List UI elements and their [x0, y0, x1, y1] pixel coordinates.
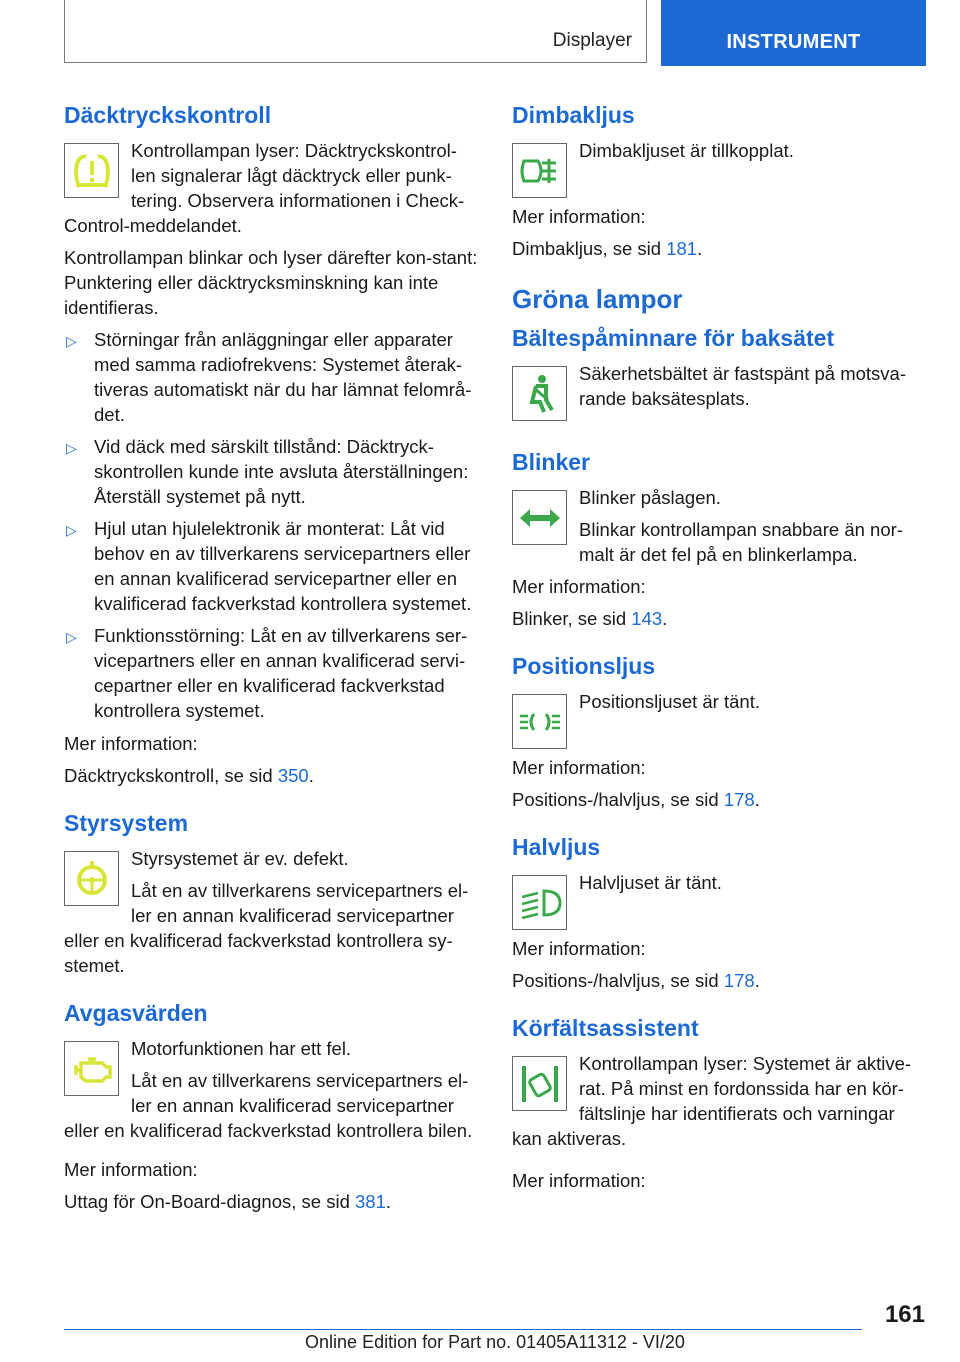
reference: Däcktryckskontroll, se sid 350.	[64, 765, 314, 786]
steering-text-1: Styrsystemet är ev. defekt.	[131, 848, 349, 869]
lowbeam-text-1: Halvljuset är tänt.	[579, 872, 722, 893]
header-section: Displayer	[552, 30, 632, 51]
lane-text-1: Kontrollampan lyser: Systemet är aktive-rat. På minst en fordonssida har en kör-fältslinje har identifierats och varningar kan aktiveras.	[512, 1053, 912, 1149]
header-tab[interactable]: INSTRUMENT	[661, 0, 926, 66]
triangle-bullet-icon: ▷	[66, 629, 77, 645]
footer-divider	[64, 1329, 862, 1330]
more-info-label: Mer information:	[512, 938, 646, 959]
section-lane-assist	[512, 1013, 922, 1193]
triangle-bullet-icon: ▷	[66, 440, 77, 456]
list-item: ▷ Funktionsstörning: Låt en av tillverkarens ser-vicepartners eller en annan kvalificerad servi-cepartner eller en kvalificerad fackverkstad kontrollera systemet.	[66, 625, 468, 721]
left-column	[64, 100, 479, 1234]
reference: Positions-/halvljus, se sid 178.	[512, 970, 760, 991]
more-info-label: Mer information:	[64, 1159, 198, 1180]
section-fog-light	[512, 100, 922, 261]
list-item: ▷ Hjul utan hjulelektronik är monterat: Låt vid behov en av tillverkarens servicepartners eller en annan kvalificerad servicepartner eller en kvalificerad fackverkstad kontrollera systemet.	[66, 518, 472, 614]
tire-pressure-warning-icon	[64, 143, 119, 198]
belt-text-1: Säkerhetsbältet är fastspänt på motsva-rande baksätesplats.	[579, 363, 907, 409]
more-info-label: Mer information:	[512, 757, 646, 778]
page-number: 161	[884, 1301, 925, 1328]
section-title: Styrsystem	[64, 810, 189, 836]
section-title: Däcktryckskontroll	[64, 102, 272, 128]
reference: Dimbakljus, se sid 181.	[512, 238, 703, 259]
page-link[interactable]: 178	[723, 970, 755, 991]
header-box	[64, 0, 647, 63]
footer-edition: Online Edition for Part no. 01405A11312 - VI/20	[305, 1332, 685, 1352]
reference: Positions-/halvljus, se sid 178.	[512, 789, 760, 810]
section-title: Körfältsassistent	[512, 1015, 699, 1041]
section-title: Halvljus	[512, 834, 601, 860]
section-steering	[64, 808, 479, 978]
tire-text-1: Kontrollampan lyser: Däcktryckskontrol-len signalerar lågt däcktryck eller punk-tering. Observera informationen i Check-Control-meddelandet.	[64, 140, 465, 236]
lane-assist-icon	[512, 1056, 567, 1111]
section-title: Blinker	[512, 449, 590, 475]
section-low-beam	[512, 832, 922, 993]
reference: Blinker, se sid 143.	[512, 608, 668, 629]
section-title: Positionsljus	[512, 653, 656, 679]
position-text-1: Positionsljuset är tänt.	[579, 691, 760, 712]
more-info-label: Mer information:	[64, 733, 198, 754]
green-lamps-title: Gröna lampor	[512, 284, 683, 314]
turn-signal-icon	[512, 490, 567, 545]
tire-text-2: Kontrollampan blinkar och lyser därefter kon-stant: Punktering eller däcktrycksminskning kan inte identifieras.	[64, 247, 478, 318]
engine-warning-icon	[64, 1041, 119, 1096]
rear-fog-light-icon	[512, 143, 567, 198]
position-light-icon	[512, 694, 567, 749]
emission-text-1: Motorfunktionen har ett fel.	[131, 1038, 352, 1059]
right-column	[512, 100, 922, 1213]
blinker-text-1: Blinker påslagen.	[579, 487, 721, 508]
section-emission	[64, 998, 479, 1214]
page-link[interactable]: 143	[631, 608, 663, 629]
page-link[interactable]: 350	[277, 765, 309, 786]
list-item: ▷ Vid däck med särskilt tillstånd: Däcktryck-skontrollen kunde inte avsluta återställningen: Återställ systemet på nytt.	[66, 436, 469, 507]
more-info-label: Mer information:	[512, 206, 646, 227]
section-tire-pressure	[64, 100, 479, 788]
more-info-label: Mer information:	[512, 1170, 646, 1191]
page-header	[64, 0, 926, 66]
more-info-label: Mer information:	[512, 576, 646, 597]
reference: Uttag för On-Board-diagnos, se sid 381.	[64, 1191, 392, 1212]
section-title: Bältespåminnare för baksätet	[512, 325, 835, 351]
list-item: ▷ Störningar från anläggningar eller apparater med samma radiofrekvens: Systemet återak-tiveras automatiskt när du har lämnat felområ-det.	[66, 329, 472, 425]
steering-warning-icon	[64, 851, 119, 906]
steering-text-2: Låt en av tillverkarens servicepartners el-ler en annan kvalificerad servicepartner eller en kvalificerad fackverkstad kontrollera sy-stemet.	[64, 880, 469, 976]
page-link[interactable]: 381	[355, 1191, 386, 1212]
section-title: Dimbakljus	[512, 102, 635, 128]
blinker-text-2: Blinkar kontrollampan snabbare än nor-malt är det fel på en blinkerlampa.	[579, 519, 903, 565]
fog-text-1: Dimbakljuset är tillkopplat.	[579, 140, 794, 161]
section-title: Avgasvärden	[64, 1000, 208, 1026]
section-blinker	[512, 447, 922, 631]
triangle-bullet-icon: ▷	[66, 333, 77, 349]
seatbelt-icon	[512, 366, 567, 421]
page-link[interactable]: 178	[723, 789, 755, 810]
emission-text-2: Låt en av tillverkarens servicepartners el-ler en annan kvalificerad servicepartner eller en kvalificerad fackverkstad kontrollera bilen.	[64, 1070, 473, 1141]
page-link[interactable]: 181	[666, 238, 698, 259]
tire-bullet-list	[64, 327, 479, 723]
section-position-light	[512, 651, 922, 812]
low-beam-icon	[512, 875, 567, 930]
triangle-bullet-icon: ▷	[66, 522, 77, 538]
section-belt-reminder	[512, 323, 922, 427]
